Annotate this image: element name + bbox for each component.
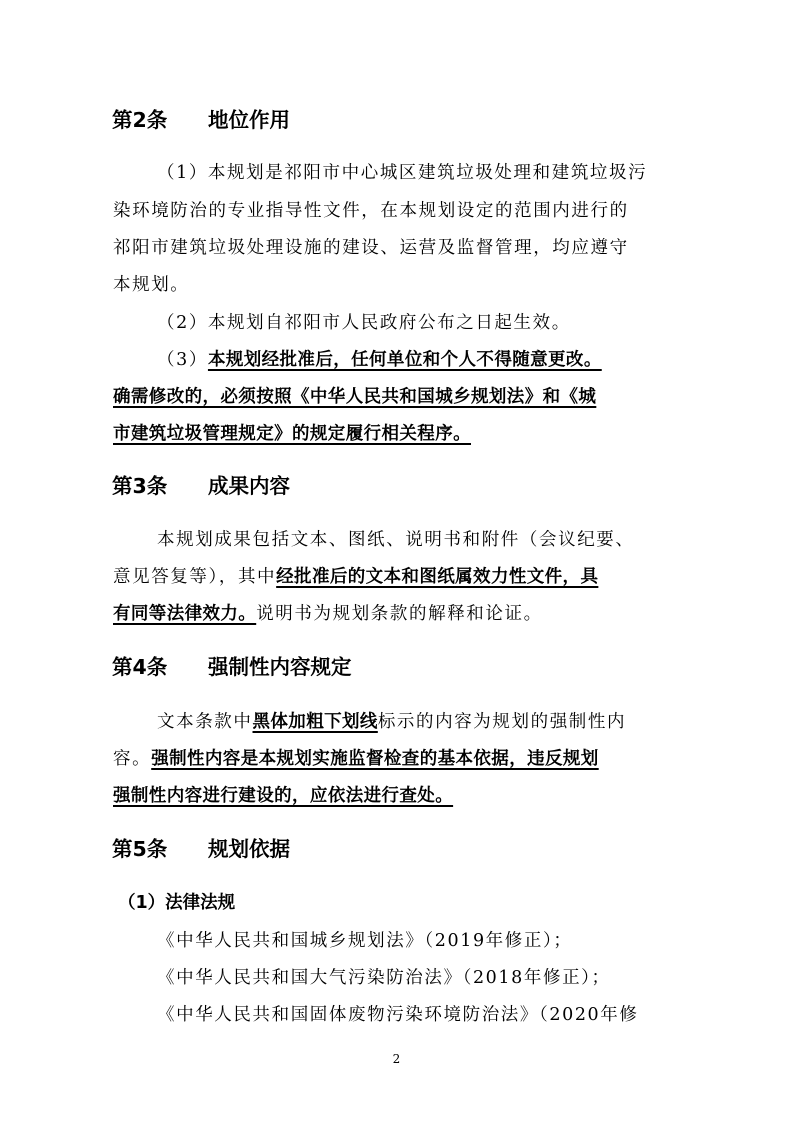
mandatory-text: 经批准后的文本和图纸属效力性文件，具 <box>276 567 599 587</box>
paragraph-line <box>157 347 602 373</box>
paragraph-line: 染环境防治的专业指导性文件，在本规划设定的范围内进行的 <box>113 201 629 221</box>
article-3-heading <box>112 472 290 500</box>
article-title: 成果内容 <box>208 474 290 498</box>
text-segment: 意见答复等），其中 <box>113 567 277 587</box>
article-number: 第5条 <box>112 837 168 861</box>
article-4-heading <box>112 653 352 681</box>
article-5-heading <box>112 835 290 863</box>
paragraph-line <box>113 601 543 627</box>
mandatory-text: 确需修改的，必须按照《中华人民共和国城乡规划法》和《城 <box>113 387 597 407</box>
paragraph-line: 本规划成果包括文本、图纸、说明书和附件（会议纪要、 <box>157 530 635 550</box>
paragraph-line <box>113 564 598 590</box>
article-number: 第4条 <box>112 655 168 679</box>
mandatory-text: 黑体加粗下划线 <box>252 712 378 732</box>
law-reference: 《中华人民共和国城乡规划法》（2019年修正）； <box>157 931 573 951</box>
mandatory-text: 市建筑垃圾管理规定》的规定履行相关程序。 <box>113 424 471 444</box>
article-2-heading <box>112 106 290 134</box>
item-prefix: （3） <box>157 350 208 370</box>
mandatory-text: 本规划经批准后，任何单位和个人不得随意更改。 <box>207 350 602 370</box>
paragraph-line <box>157 709 626 735</box>
text-segment: 容。 <box>113 749 152 769</box>
paragraph-line: 祁阳市建筑垃圾处理设施的建设、运营及监督管理，均应遵守 <box>113 238 629 258</box>
subsection-heading: （1）法律法规 <box>118 893 236 913</box>
law-reference: 《中华人民共和国大气污染防治法》（2018年修正）； <box>157 968 611 988</box>
article-title: 强制性内容规定 <box>208 655 352 679</box>
paragraph-line: 本规划。 <box>113 275 190 295</box>
article-title: 地位作用 <box>208 108 290 132</box>
paragraph-line <box>113 746 599 772</box>
paragraph-line: （1）本规划是祁阳市中心城区建筑垃圾处理和建筑垃圾污 <box>157 163 648 183</box>
mandatory-text: 有同等法律效力。 <box>113 604 257 624</box>
text-segment: 说明书为规划条款的解释和论证。 <box>256 604 543 624</box>
law-reference: 《中华人民共和国固体废物污染环境防治法》（2020年修 <box>157 1005 639 1025</box>
paragraph-line: （2）本规划自祁阳市人民政府公布之日起生效。 <box>157 313 571 333</box>
article-number: 第3条 <box>112 474 168 498</box>
text-segment: 文本条款中 <box>157 712 253 732</box>
mandatory-text: 强制性内容是本规划实施监督检查的基本依据，违反规划 <box>151 749 599 769</box>
mandatory-text: 强制性内容进行建设的，应依法进行查处。 <box>113 786 454 806</box>
article-number: 第2条 <box>112 108 168 132</box>
article-title: 规划依据 <box>208 837 290 861</box>
text-segment: 标示的内容为规划的强制性内 <box>377 712 627 732</box>
page-number: 2 <box>392 1052 401 1066</box>
